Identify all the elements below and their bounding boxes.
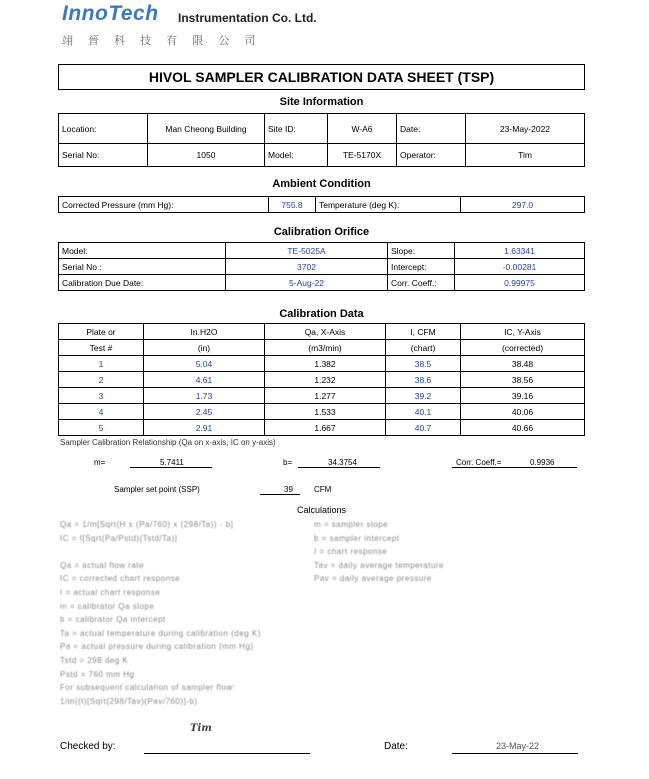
col-header-plate: Plate or <box>59 324 144 340</box>
calc-line: b = calibrator Qa intercept <box>60 615 166 625</box>
pressure-label: Corrected Pressure (mm Hg): <box>59 197 269 213</box>
calc-line: Qa = actual flow rate <box>60 560 145 570</box>
slope-label: Slope: <box>388 243 455 259</box>
calc-line: I = chart response <box>314 547 388 557</box>
cell-inh2o: 5.04 <box>144 356 265 372</box>
pressure-value: 755.8 <box>269 197 316 213</box>
calc-line: I = actual chart response <box>60 587 161 597</box>
company-logo: InnoTech <box>62 2 159 25</box>
temperature-label: Temperature (deg K): <box>316 197 461 213</box>
serial-value: 1050 <box>148 144 265 167</box>
calibration-data-heading: Calibration Data <box>279 308 364 320</box>
model-value: TE-5170X <box>328 144 397 167</box>
col-subheader-in: (in) <box>144 340 265 356</box>
cell-ic: 40.06 <box>461 404 585 420</box>
location-value: Man Cheong Building <box>148 114 265 144</box>
cell-cfm: 38.5 <box>386 356 461 372</box>
cell-test: 4 <box>59 404 144 420</box>
cell-test: 5 <box>59 420 144 436</box>
temperature-value: 297.0 <box>461 197 585 213</box>
cell-test: 2 <box>59 372 144 388</box>
col-subheader-corrected: (corrected) <box>461 340 585 356</box>
ambient-condition-table <box>58 196 585 213</box>
date-value: 23-May-2022 <box>466 114 585 144</box>
table-row <box>59 388 585 404</box>
b-label: b= <box>283 458 293 467</box>
cell-qa: 1.277 <box>265 388 386 404</box>
orifice-serial-value: 3702 <box>226 259 388 275</box>
corr-underline <box>452 467 577 468</box>
calc-line: Tav = daily average temperature <box>314 560 445 570</box>
location-label: Location: <box>59 114 148 144</box>
calculations-right <box>314 518 444 586</box>
col-header-cfm: I, CFM <box>386 324 461 340</box>
calc-line: Qa = 1/m[Sqrt(H x (Pa/760) x (298/Ta)) - b] <box>60 520 234 529</box>
cell-ic: 38.48 <box>461 356 585 372</box>
operator-value: Tim <box>466 144 585 167</box>
calc-line: Pav = daily average pressure <box>314 574 432 584</box>
company-name-chinese: 翊 晉 科 技 有 限 公 司 <box>62 35 262 47</box>
calibration-orifice-table <box>58 242 585 291</box>
table-row <box>59 372 585 388</box>
setpoint-unit: CFM <box>314 485 332 494</box>
calc-line: m = sampler slope <box>314 520 389 529</box>
calc-line <box>60 545 261 559</box>
calc-line: Ta = actual temperature during calibration (deg K) <box>60 628 261 638</box>
cell-test: 3 <box>59 388 144 404</box>
relationship-heading: Sampler Calibration Relationship (Qa on x-axis, IC on y-axis) <box>60 438 276 447</box>
calc-line: b = sampler intercept <box>314 533 400 543</box>
calc-line: 1/m((I)[Sqrt(298/Tav)(Pav/760)]-b) <box>60 696 198 706</box>
setpoint-underline <box>260 494 300 495</box>
cell-qa: 1.667 <box>265 420 386 436</box>
orifice-model-label: Model: <box>59 243 226 259</box>
calc-line: IC = corrected chart response <box>60 574 181 584</box>
calibration-orifice-heading: Calibration Orifice <box>273 226 370 238</box>
table-row <box>59 420 585 436</box>
m-label: m= <box>94 458 106 467</box>
col-header-ic: IC, Y-Axis <box>461 324 585 340</box>
cell-qa: 1.533 <box>265 404 386 420</box>
cell-cfm: 40.7 <box>386 420 461 436</box>
setpoint-label: Sampler set point (SSP) <box>114 485 200 494</box>
company-name: Instrumentation Co. Ltd. <box>178 11 317 25</box>
calc-line: m = calibrator Qa slope <box>60 601 155 611</box>
calc-line: Pa = actual pressure during calibration (mm Hg) <box>60 642 254 652</box>
cell-cfm: 38.6 <box>386 372 461 388</box>
model-label: Model: <box>265 144 328 167</box>
cell-inh2o: 2.45 <box>144 404 265 420</box>
site-id-label: Site ID: <box>265 114 328 144</box>
footer-date-value: 23-May-22 <box>496 741 540 751</box>
slope-value: 1.63341 <box>455 243 585 259</box>
cell-cfm: 39.2 <box>386 388 461 404</box>
b-value: 34.3754 <box>328 458 357 467</box>
calc-line: Tstd = 298 deg K <box>60 655 129 665</box>
site-information-heading: Site Information <box>279 96 364 108</box>
serial-label: Serial No: <box>59 144 148 167</box>
cell-test: 1 <box>59 356 144 372</box>
calc-line: Pstd = 760 mm Hg <box>60 669 135 679</box>
signature: Tim <box>190 723 212 734</box>
checked-by-label: Checked by: <box>60 741 116 752</box>
intercept-label: Intercept: <box>388 259 455 275</box>
calibration-data-table <box>58 323 585 436</box>
cell-inh2o: 1.73 <box>144 388 265 404</box>
setpoint-value: 39 <box>284 485 293 494</box>
cell-inh2o: 2.91 <box>144 420 265 436</box>
table-row <box>59 404 585 420</box>
calculations-heading: Calculations <box>296 505 347 515</box>
col-header-qa: Qa, X-Axis <box>265 324 386 340</box>
col-header-inh2o: In.H2O <box>144 324 265 340</box>
m-value: 5.7411 <box>160 458 184 467</box>
cell-ic: 40.66 <box>461 420 585 436</box>
cell-qa: 1.382 <box>265 356 386 372</box>
sheet-title: HIVOL SAMPLER CALIBRATION DATA SHEET (TSP) <box>58 64 585 90</box>
site-id-value: W-A6 <box>328 114 397 144</box>
calc-line: For subsequent calculation of sampler flow: <box>60 683 236 693</box>
calculations-left <box>60 518 261 708</box>
site-information-table <box>58 113 585 167</box>
footer-date-label: Date: <box>384 741 408 752</box>
cell-inh2o: 4.61 <box>144 372 265 388</box>
due-date-label: Calibration Due Date: <box>59 275 226 291</box>
orifice-serial-label: Serial No : <box>59 259 226 275</box>
m-underline <box>130 467 212 468</box>
corr-coeff-label: Corr. Coeff.= <box>456 458 502 467</box>
coeff-label: Corr. Coeff.: <box>388 275 455 291</box>
calc-line: IC = I[Sqrt(Pa/Pstd)(Tstd/Ta)] <box>60 533 178 543</box>
b-underline <box>298 467 380 468</box>
corr-coeff-value: 0.9936 <box>530 458 555 467</box>
checked-by-line <box>144 753 310 754</box>
cell-ic: 38.56 <box>461 372 585 388</box>
col-subheader-chart: (chart) <box>386 340 461 356</box>
cell-cfm: 40.1 <box>386 404 461 420</box>
operator-label: Operator: <box>397 144 466 167</box>
footer-date-line <box>452 753 578 754</box>
col-subheader-m3min: (m3/min) <box>265 340 386 356</box>
cell-ic: 39.16 <box>461 388 585 404</box>
orifice-model-value: TE-5025A <box>226 243 388 259</box>
col-subheader-test: Test # <box>59 340 144 356</box>
date-label: Date: <box>397 114 466 144</box>
intercept-value: -0.00281 <box>455 259 585 275</box>
coeff-value: 0.99975 <box>455 275 585 291</box>
table-row <box>59 356 585 372</box>
due-date-value: 5-Aug-22 <box>226 275 388 291</box>
ambient-condition-heading: Ambient Condition <box>272 178 371 190</box>
cell-qa: 1.232 <box>265 372 386 388</box>
